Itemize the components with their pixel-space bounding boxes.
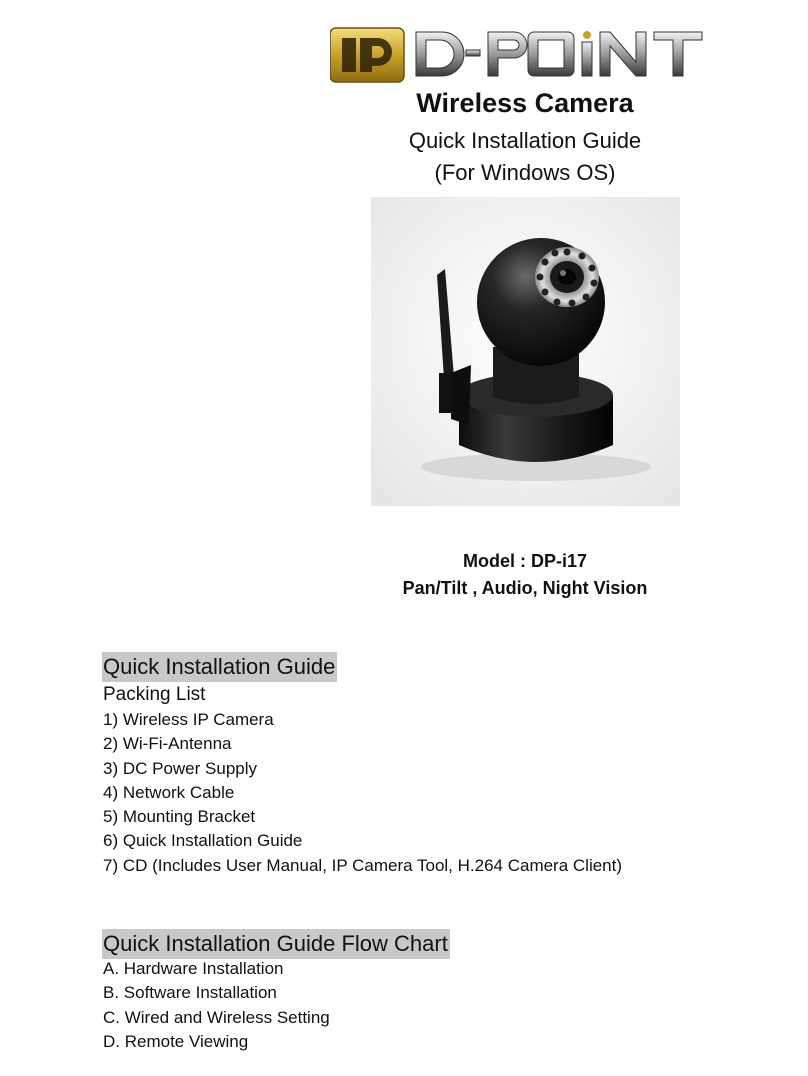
document-subtitle-os: (For Windows OS): [434, 160, 616, 185]
section-heading-flow-chart: Quick Installation Guide Flow Chart: [102, 929, 450, 959]
packing-list-title: Packing List: [103, 684, 206, 705]
document-subtitle: Quick Installation Guide: [408, 128, 642, 153]
list-item: 3) DC Power Supply: [103, 758, 258, 778]
company-logo: [330, 26, 706, 84]
list-item: C. Wired and Wireless Setting: [103, 1007, 330, 1027]
section-heading-guide: Quick Installation Guide: [102, 652, 337, 682]
list-item: B. Software Installation: [103, 983, 277, 1003]
list-item: 2) Wi-Fi-Antenna: [103, 734, 232, 754]
list-item: 6) Quick Installation Guide: [103, 831, 303, 851]
packing-list: [103, 708, 622, 878]
list-item: 7) CD (Includes User Manual, IP Camera Tool, H.264 Camera Client): [103, 855, 623, 875]
list-item: 4) Network Cable: [103, 782, 235, 802]
logo-name: [706, 26, 707, 27]
list-item: A. Hardware Installation: [103, 959, 284, 978]
document-title: Wireless Camera: [416, 88, 634, 118]
flow-chart-list: [103, 957, 330, 1054]
feature-summary: Pan/Tilt , Audio, Night Vision: [402, 578, 648, 598]
model-number: Model : DP-i17: [462, 551, 587, 571]
camera-product-photo: [371, 197, 680, 506]
list-item: 1) Wireless IP Camera: [103, 710, 274, 729]
list-item: 5) Mounting Bracket: [103, 807, 256, 827]
list-item: D. Remote Viewing: [103, 1031, 249, 1051]
logo-tagline: [706, 26, 707, 27]
